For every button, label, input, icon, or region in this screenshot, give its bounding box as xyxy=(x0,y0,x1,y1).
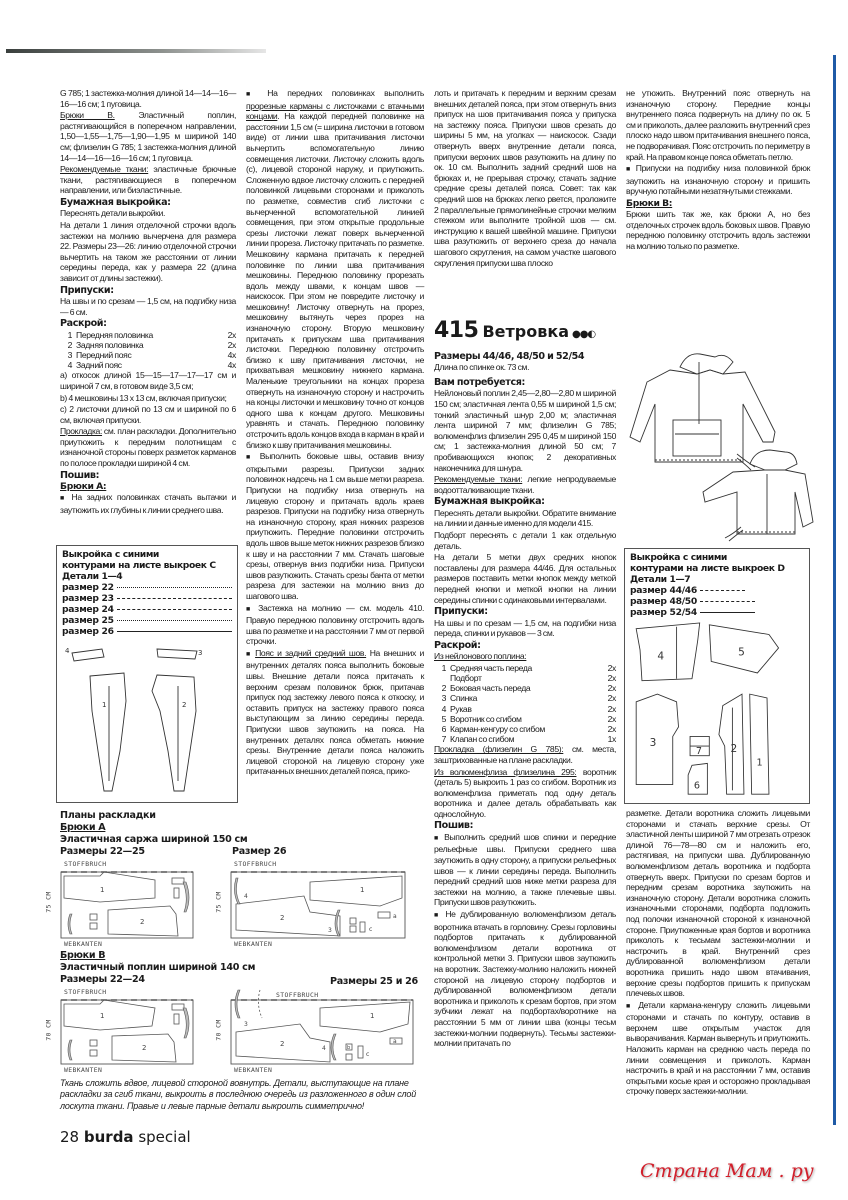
piece-label-4: 4 xyxy=(657,650,665,663)
brand-suffix: special xyxy=(138,1128,191,1146)
column-3-model-415 xyxy=(434,350,616,1050)
sewing-step: ■ Детали кармана-кенгуру сложить лицевыми сторонами и стачать по контуру, оставив в верхнем шве открытым участок для выворачивания. Карман вывернуть и приутюжить. Наложить карман на среднюю часть переда по линии совмещения и приколоть. Карман настрочить в край и на расстоянии 7 мм, оставив открытыми косые края и осторожно прокладывая строчку поверх застежки-молнии. xyxy=(626,1000,810,1097)
size-line-52-54: размер 52/54 xyxy=(630,607,804,618)
layout-plan-a-size-26 xyxy=(230,868,410,940)
trousers-a-label: Брюки А xyxy=(60,822,106,833)
difficulty-rating: ●●◐ xyxy=(571,329,596,340)
paper-pattern-text: На детали 1 линия отделочной строчки вдоль застежки на молнию вычерчена для размера 22. Размеры 23—26: линию отделочной строчки вычертить на таком же расстоянии от линии середины переда, как у размера 22 (длина зависит от длины застежки). xyxy=(60,219,236,283)
piece-label-2: 2 xyxy=(182,701,187,709)
trousers-b-label: Брюки В xyxy=(60,950,106,961)
table-row: 5 Воротник со сгибом 2x xyxy=(441,713,616,724)
paper-pattern-text: На детали 5 метки двух средних кнопок поставлены для размера 44/46. Для остальных размеров поставить метки кнопок между меткой передней кнопки и меткой кнопки на линии середины спинки с одинаковыми интервалами. xyxy=(434,552,616,605)
table-row: 7 Клапан со сгибом 1x xyxy=(441,734,616,745)
piece-label-2: 2 xyxy=(730,742,738,755)
fabric-b-label: Эластичный поплин шириной 140 см xyxy=(60,962,256,973)
sewing-step-continued: разметке. Детали воротника сложить лицевыми сторонами и стачать верхние срезы. От эластичной ленты шириной 7 мм отрезать отрезок длиной 76—78—80 см и наложить его, растягивая, на припуски шва. Дублированную волюменфлизом деталь воротника и подборта отвернуть вверх. Припуски по срезам бортов и передним срезам воротника заутюжить на изнаночную сторону. Детали воротника сложить изнаночными сторонами, подборта подложить под полочки изнаночной стороной к изнаночной стороне. Приутюженные края бортов и воротника приколоть к тесьмам застежки-молнии и настрочить в край. Внутренний срез дублированной волюменфлизом детали воротника пришить надо швом втачивания, верхние срезы подбортов пришить к припускам плечевых швов. xyxy=(626,808,810,999)
column-4-bottom xyxy=(626,808,810,1098)
sewing-step: ■ Припуски на подгибку низа половинкой брюк заутюжить на изнаночную сторону и пришить вручную потайными незатянутыми стежками. xyxy=(626,163,810,197)
size-line-22: размер 22 xyxy=(62,582,232,593)
piece-label-2: 2 xyxy=(142,1044,147,1052)
cutting-table xyxy=(434,663,616,745)
jacket-illustration xyxy=(625,342,815,542)
piece-label-1: 1 xyxy=(100,886,105,894)
piece-label-2: 2 xyxy=(140,918,145,926)
fold-label: STOFFBRUCH xyxy=(234,860,277,868)
size-line-24: размер 24 xyxy=(62,604,232,615)
table-row: 2 Задняя половинка 2x xyxy=(67,339,236,350)
width-label: 70 CM xyxy=(214,1019,223,1041)
watermark: Страна Мам . ру xyxy=(640,1160,814,1182)
table-row: 4 Рукав 2x xyxy=(441,703,616,714)
table-row: 3 Передний пояс 4x xyxy=(67,349,236,360)
materials-text: Нейлоновый поплин 2,45—2,80—2,80 м шириной 150 см; эластичная лента 0,55 м шириной 1,5 см; тонкий эластичный шнур 2,00 м; эластичная лента шириной 7 мм; флизелин G 785; волюменфлиз флизелин 295 0,45 м шириной 150 см; 1 застежка-молния длиной 50 см; 7 пробивающихся кнопок; 2 декоративных наконечника для шнура. xyxy=(434,388,616,473)
size-line-23: размер 23 xyxy=(62,593,232,604)
layout-plans xyxy=(60,810,247,858)
table-row: 1 Средняя часть переда 2x xyxy=(441,662,616,673)
size-line-26: размер 26 xyxy=(62,626,232,637)
sewing-step: ■ Выполнить боковые швы, оставив внизу открытыми разрезы. Припуски задних половинок надсечь на 1 см выше метки разреза. Припуски на подгибку низа отвернуть на лицевую сторону и притачать вдоль краев разрезов. Припуски на подгибку низа отвернуть на изнаночную сторону, края нижних разрезов приутюжить. Передние половинки отстрочить вдоль швов выше меток нижних разрезов близко к шву и на расстоянии 7 мм. Стачать шаговые срезы, отвернув вниз подгибки низа. Припуски швов разутюжить. Стачать срезы банта от метки разреза для застежки на молнию вниз до шагового шва. xyxy=(246,451,424,601)
right-accent-bar xyxy=(833,55,836,1125)
brand-logo: burda xyxy=(83,1128,134,1146)
piece-label-1: 1 xyxy=(370,1012,375,1020)
allowances-heading: Припуски: xyxy=(60,284,114,296)
paper-pattern-text: Подборт переснять с детали 1 как отдельную деталь. xyxy=(434,529,616,551)
table-row: 4 Задний пояс 4x xyxy=(67,360,236,371)
sizes-label: Размеры 22—25 xyxy=(60,846,145,857)
cutting-table xyxy=(60,330,236,371)
paper-pattern-text: Переснять детали выкройки. Обратите внимание на линии и данные именно для модели 415. xyxy=(434,507,616,529)
sizes-label: Размер 26 xyxy=(232,846,287,857)
fold-label: STOFFBRUCH xyxy=(64,988,107,996)
piece-label-a: a xyxy=(393,913,397,920)
paper-pattern-heading: Бумажная выкройка: xyxy=(434,496,545,508)
trousers-b-materials: Брюки В. Эластичный поплин, растягивающийся в поперечном направлении, 1,50—1,55—1,75—1,90—1,95 м шириной 140 см; флизелин G 785; 1 застежка-молния длиной 14—14—16—16—16 см; 1 пуговица. xyxy=(60,110,236,163)
model-number: 415 xyxy=(434,318,479,343)
trousers-b-text: Брюки шить так же, как брюки А, но без отделочных строчек вдоль боковых швов. Правую переднюю половинку отстрочить вдоль застежки на молнию только по разметке. xyxy=(626,208,810,251)
layout-plan-a-sizes-22-25 xyxy=(60,868,200,940)
pattern-legend-c: Выкройка с синими контурами на листе выкроек С Детали 1—4 размер 22 размер 23 размер 24 размер 25 размер 26 4 3 1 2 xyxy=(56,545,238,803)
sewing-step-continued: не утюжить. Внутренний пояс отвернуть на изнаночную сторону. Передние концы внутреннего пояса подвернуть на длину по ок. 5 см и приколоть, далее разложить внутренний срез плоско надо швом притачивания внешнего пояса, не подворачивая. Пояс отстрочить по периметру в край. На правом конце пояса обметать петлю. xyxy=(626,88,810,162)
layout-plans-heading: Планы раскладки xyxy=(60,810,156,821)
cut-note-a: a) откосок длиной 15—15—17—17—17 см и шириной 7 см, в готовом виде 3,5 см; xyxy=(60,370,236,391)
trouser-pattern-diagram xyxy=(62,641,232,801)
top-decorative-rule xyxy=(6,49,266,53)
piece-label-1: 1 xyxy=(360,886,365,894)
sewing-heading: Пошив: xyxy=(434,820,474,832)
table-row: 3 Спинка 2x xyxy=(441,693,616,704)
piece-label-3: 3 xyxy=(328,927,332,934)
sizes-label: Размеры 25 и 26 xyxy=(330,976,418,987)
table-row: Подборт 2x xyxy=(450,672,616,683)
sewing-step: ■ Не дублированную волюменфлизом деталь воротника втачать в горловину. Срезы горловины подбортов притачать к дублированной волюменфлизом детали воротника от контрольной метки 3. Припуски швов заутюжить на воротник. Застежку-молнию наложить нижней стороной на лицевую сторону подбортов и дублированной волюменфлизом детали воротника и приколоть к срезам бортов, при этом зубчики лежат на подбортах/воротнике на расстоянии 5 мм от линии шва (концы тесьм застежки-молнии подвернуть). Тесьмы застежки-молнии притачать по xyxy=(434,909,616,1049)
materials-continued: G 785; 1 застежка-молния длиной 14—14—16—16—16 см; 1 пуговица. xyxy=(60,88,236,109)
fold-label: STOFFBRUCH xyxy=(276,991,319,999)
selvage-label: WEBKANTEN xyxy=(64,940,103,948)
selvage-label: WEBKANTEN xyxy=(64,1066,103,1074)
sewing-heading: Пошив: xyxy=(60,469,100,481)
jacket-pattern-diagram xyxy=(630,621,804,799)
layout-plan-b-sizes-25-26 xyxy=(230,988,415,1066)
model-name: Ветровка xyxy=(482,322,569,341)
sewing-step: ■ На задних половинках стачать вытачки и заутюжить их глубины к линии среднего шва. xyxy=(60,492,236,515)
fabric-a-label: Эластичная саржа шириной 150 см xyxy=(60,834,248,845)
allowances-text: На швы и по срезам — 1,5 см, на подгибку низа — 6 см. xyxy=(60,295,236,317)
column-2 xyxy=(246,88,424,778)
paper-pattern-heading: Бумажная выкройка: xyxy=(60,196,171,208)
table-row: 2 Боковая часть переда 2x xyxy=(441,683,616,694)
model-title xyxy=(434,318,595,343)
sewing-step: ■ На передних половинках выполнить прорезные карманы с листочками с втачными концами. На каждой передней половинке на расстоянии 1,5 см (= ширина листочки в готовом виде) от линии шва притачивания листочки вычертить вспомогательную линию совмещения листочки. Листочку сложить вдоль (c), лицевой стороной наружу, и приутюжить. Сложенную вдвое листочку сложить с передней половинкой лицевыми сторонами и приколоть по разметке, совместив сгиб листочки с вычерченной вспомогательной линией совмещения, при этом открытые продольные срезы листочки лежат поверх вычерченной линии прореза. Листочку притачать по разметке. Мешковину кармана притачать к передней половинке по линии шва притачивания мешковины. Переднюю половинку прорезать вдоль между швами, к концам швов — наискосок. При этом не повредите листочку и мешковину! Листочку отвернуть на прорез, мешковину вытянуть через прорез на изнаночную сторону. Вторую мешковину притачать к припускам шва притачивания листочки. Переднюю половинку отстрочить близко к шву притачивания листочки, не прихватывая мешковину нижнего кармана. Маленькие треугольники на концах прореза отвернуть на изнаночную сторону и настрочить на концы листочки и мешковину точно от концов одного шва к концам другого. Мешковины уравнять и стачать. Переднюю половинку отстрочить вдоль концов входа в карман в край и близко к шву притачивания мешковины. xyxy=(246,88,424,450)
cut-note-c: c) 2 листочки длиной по 13 см и шириной по 6 см, включая припуски. xyxy=(60,404,236,425)
layout-plan-b-sizes-22-24 xyxy=(60,996,200,1066)
size-line-25: размер 25 xyxy=(62,615,232,626)
model-length: Длина по спинке ок. 73 см. xyxy=(434,362,530,373)
allowances-text: На швы и по срезам — 1,5 см, на подгибки низа переда, спинки и рукавов — 3 см. xyxy=(434,617,616,639)
sewing-step: ■ Выполнить средний шов спинки и передние рельефные швы. Припуски среднего шва заутюжить в одну сторону, а припуски рельефных швов — к линии середины переда. Выполнить передний средний шов ниже метки разреза для застежки на молнию, а также плечевые швы. Припуски швов разутюжить. xyxy=(434,832,616,908)
interfacing-text: Прокладка: см. план раскладки. Дополнительно приутюжить к передним полотнищам с изнаночной стороны поверх разметок карманов по полосе прокладки шириной 4 см. xyxy=(60,426,236,469)
selvage-label: WEBKANTEN xyxy=(234,940,273,948)
table-row: 1 Передняя половинка 2x xyxy=(67,329,236,340)
interfacing-text: Прокладка (флизелин G 785): см. места, заштрихованные на плане раскладки. xyxy=(434,744,616,765)
column-3-top xyxy=(434,88,616,269)
piece-label-3: 3 xyxy=(198,649,203,657)
piece-label-1: 1 xyxy=(100,1012,105,1020)
column-4-top xyxy=(626,88,810,252)
sewing-step: ■ Пояс и задний средний шов. На внешних и внутренних деталях пояса выполнить боковые швы. Внешние детали пояса притачать к верхним срезам половинок брюк, притачав припуск под застежку левого пояса к откоску, и оставить припуск на застежку правого пояса выступающим за линию середины переда. Припуски швов заутюжить на пояса. На внутренних деталях пояса обметать нижние срезы. Внутренние детали пояса наложить лицевой стороной на лицевую сторону уже притачанных внешних деталей пояса, прико- xyxy=(246,648,424,777)
piece-label-7: 7 xyxy=(695,745,702,757)
paper-pattern-text: Переснять детали выкройки. xyxy=(60,208,166,219)
size-line-48-50: размер 48/50 xyxy=(630,596,804,607)
sizes-label: Размеры 22—24 xyxy=(60,974,145,985)
piece-label-c: c xyxy=(369,926,373,933)
piece-label-c: c xyxy=(366,1051,370,1058)
layout-caption: Ткань сложить вдвое, лицевой стороной вовнутрь. Детали, выступающие на плане раскладки за сгиб ткани, выкроить в последнюю очередь из разложенного в один слой лоскута ткани. Правые и левые парные детали выкроить симметрично! xyxy=(60,1078,417,1111)
trousers-b-heading: Брюки В: xyxy=(626,197,673,209)
recommended-fabrics: Рекомендуемые ткани: легкие непродуваемые водоотталкивающие ткани. xyxy=(434,474,616,495)
column-1 xyxy=(60,88,236,516)
piece-label-3: 3 xyxy=(649,737,657,750)
piece-label-2: 2 xyxy=(280,1040,285,1048)
volume-fleece-text: Из волюменфлиза флизелина 295: воротник (деталь 5) выкроить 1 раз со сгибом. Воротник из волюменфлиза приметать под одну деталь воротника и далее деталь обрабатывать как однослойную. xyxy=(434,766,616,819)
pattern-legend-d: Выкройка с синими контурами на листе выкроек D Детали 1—7 размер 44/46 размер 48/50 размер 52/54 4 5 3 7 6 2 1 xyxy=(624,548,810,804)
page-footer xyxy=(60,1128,191,1146)
cutting-heading: Раскрой: xyxy=(434,639,481,651)
size-line-44-46: размер 44/46 xyxy=(630,585,804,596)
table-row: 6 Карман-кенгуру со сгибом 2x xyxy=(441,723,616,734)
page-number: 28 xyxy=(60,1128,80,1146)
piece-label-3: 3 xyxy=(244,1021,248,1028)
piece-label-1: 1 xyxy=(756,757,763,769)
width-label: 75 CM xyxy=(44,891,53,913)
piece-label-b: b xyxy=(347,1045,351,1051)
trousers-b-plans xyxy=(60,950,255,986)
allowances-heading: Припуски: xyxy=(434,606,488,618)
width-label: 75 CM xyxy=(214,891,223,913)
piece-label-4: 4 xyxy=(65,647,70,655)
selvage-label: WEBKANTEN xyxy=(234,1066,273,1074)
piece-label-2: 2 xyxy=(280,914,285,922)
cutting-heading: Раскрой: xyxy=(60,318,107,330)
cut-fabric-label: Из нейлонового поплина: xyxy=(434,651,527,662)
piece-label-4: 4 xyxy=(322,1045,326,1052)
sewing-step: ■ Застежка на молнию — см. модель 410. Правую переднюю половинку отстрочить вдоль шва по разметке и на расстоянии 7 мм от первой строчки. xyxy=(246,603,424,647)
fold-label: STOFFBRUCH xyxy=(64,860,107,868)
recommended-fabrics: Рекомендуемые ткани: эластичные брючные ткани, растягивающиеся в поперечном направлении, или биэластичные. xyxy=(60,164,236,196)
piece-label-4: 4 xyxy=(244,893,248,900)
model-sizes: Размеры 44/46, 48/50 и 52/54 xyxy=(434,351,585,362)
trousers-a-heading: Брюки А: xyxy=(60,481,107,493)
materials-heading: Вам потребуется: xyxy=(434,377,525,388)
width-label: 70 CM xyxy=(44,1019,53,1041)
piece-label-6: 6 xyxy=(693,780,701,792)
piece-label-5: 5 xyxy=(738,646,745,659)
piece-label-1: 1 xyxy=(102,701,107,709)
cut-note-b: b) 4 мешковины 13 x 13 см, включая припуски; xyxy=(60,392,227,403)
sewing-step-continued: лоть и притачать к передним и верхним срезам внешних деталей пояса, при этом отвернуть вниз припуск на шов притачивания пояса у припуска на застежку пояса. Припуски швов срезать до ширины 5 мм, на уголках — наискосок. Сзади отвернуть вверх внутренние детали пояса, припуски верхних швов разутюжить на длину по ок. 10 см. Выполнить задний средний шов на брюках и, не прерывая строчку, стачать задние средние срезы деталей пояса. Совет: так как средний шов на брюках легко рвется, проложите 2 параллельные прямолинейные строчки мелким стежком или выполните тройной шов — см. инструкцию к вашей швейной машине. Припуски шва разутюжить от верхнего среза до начала шагового скругления, на самом участке шагового скругления припуски шва плоско xyxy=(434,88,616,268)
piece-label-a: a xyxy=(393,1038,397,1045)
